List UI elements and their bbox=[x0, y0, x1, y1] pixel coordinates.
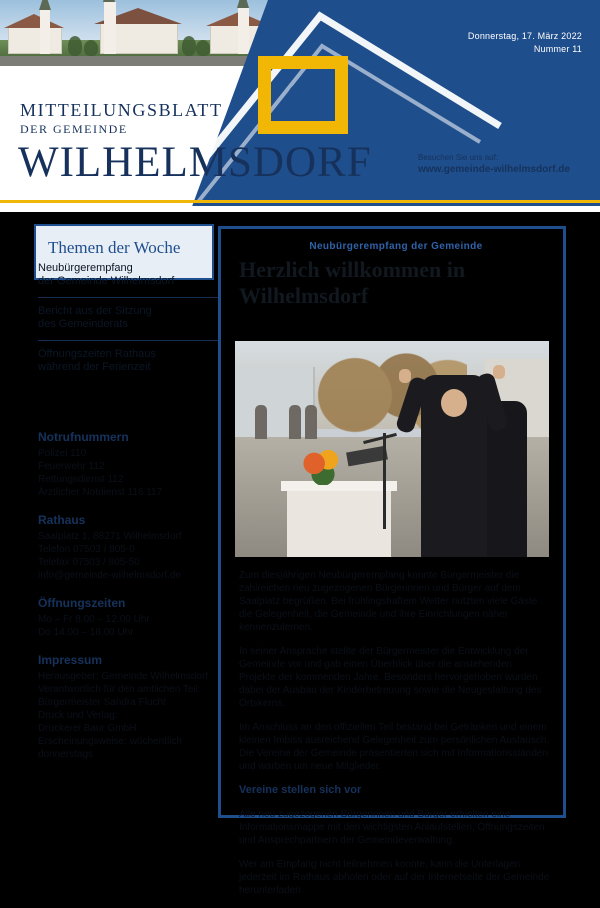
text-line: Saalplatz 1, 88271 Wilhelmsdorf bbox=[38, 531, 182, 542]
topic-line-2: während der Ferienzeit bbox=[38, 361, 151, 373]
text-line: Mo – Fr 8.00 – 12.00 Uhr bbox=[38, 614, 150, 625]
article-headline bbox=[239, 257, 551, 309]
church-spire-1 bbox=[39, 0, 51, 10]
article-photo bbox=[235, 341, 549, 557]
photo-bystander-2 bbox=[289, 405, 301, 439]
text-line[interactable]: info@gemeinde-wilhelmsdorf.de bbox=[38, 570, 181, 581]
topic-line-1: Neubürgerempfang bbox=[38, 262, 133, 274]
photo-speaker-head bbox=[441, 389, 467, 417]
section-heading-rathaus: Rathaus bbox=[38, 513, 86, 527]
topic-line-2: des Gemeinderats bbox=[38, 318, 128, 330]
article-paragraph: In seiner Ansprache stellte der Bürgermeister die Entwicklung der Gemeinde vor und gab einen Überblick über die anstehenden Projekte der kommenden Jahre. Besonders hervorgehoben wurden dabei der Ausbau der Kinderbetreuung sowie die Neugestaltung des Ortskerns. bbox=[239, 646, 542, 709]
masthead-line-2: DER GEMEINDE bbox=[20, 122, 128, 136]
text-line: Telefax 07503 / 805-50 bbox=[38, 557, 140, 568]
section-heading-notrufnummern: Notrufnummern bbox=[38, 430, 129, 444]
section-heading-oeffnungszeiten: Öffnungszeiten bbox=[38, 596, 126, 610]
article-paragraph: Im Anschluss an den offiziellen Teil bestand bei Getränken und einem kleinen Imbiss ausreichend Gelegenheit zum persönlichen Austausch. Die Vereine der Gemeinde präsentierten sich mit Informationsständen und warben um neue Mitglieder. bbox=[239, 722, 550, 772]
text-line: Polizei 110 bbox=[38, 448, 87, 459]
website-block bbox=[418, 152, 570, 176]
text-line: donnerstags bbox=[38, 749, 94, 760]
sidebar-sections bbox=[38, 430, 222, 775]
text-line: Ärztlicher Notdienst 116 117 bbox=[38, 487, 163, 498]
photo-speaker-hand-left bbox=[399, 369, 411, 383]
photo-table bbox=[287, 487, 391, 557]
list-item[interactable] bbox=[38, 262, 222, 288]
section-body-oeffnungszeiten bbox=[38, 613, 222, 639]
issue-info bbox=[468, 30, 582, 56]
photo-building-left bbox=[235, 367, 315, 439]
roof-1 bbox=[4, 14, 64, 28]
text-line: Do 14.00 – 18.00 Uhr bbox=[38, 627, 134, 638]
article-kicker: Neubürgerempfang der Gemeinde bbox=[309, 241, 483, 252]
main-article bbox=[218, 226, 566, 896]
section-body-notrufnummern bbox=[38, 447, 222, 499]
text-line: Druckerei Baur GmbH bbox=[38, 723, 137, 734]
church-spire-2 bbox=[103, 0, 115, 2]
photo-microphone-stand bbox=[383, 433, 386, 529]
topic-line-1: Bericht aus der Sitzung bbox=[38, 305, 152, 317]
article-paragraph: Alle neu zugezogenen Bürgerinnen und Bürger erhielten eine Informationsmappe mit den wichtigsten Anlaufstellen, Öffnungszeiten und Ansprechpartnern der Gemeindeverwaltung. bbox=[239, 809, 545, 846]
article-paragraph: Zum diesjährigen Neubürgerempfang konnte Bürgermeister die zahlreichen neu zugezogenen Bürgerinnen und Bürger auf dem Saalplatz begrüßen. Bei frühlingshaftem Wetter nutzten viele Gäste die Gelegenheit, die Gemeinde und ihre Einrichtungen näher kennenzulernen. bbox=[239, 570, 538, 633]
article-paragraph: Wer am Empfang nicht teilnehmen konnte, kann die Unterlagen jederzeit im Rathaus abholen oder auf der Internetseite der Gemeinde herunterladen. bbox=[239, 859, 550, 896]
text-line: Herausgeber: Gemeinde Wilhelmsdorf bbox=[38, 671, 209, 682]
themen-list bbox=[38, 262, 222, 383]
text-line: Druck und Verlag: bbox=[38, 710, 118, 721]
text-line: Rettungsdienst 112 bbox=[38, 474, 124, 485]
headline-line-1: Herzlich willkommen in bbox=[239, 257, 466, 282]
building-1 bbox=[8, 26, 62, 54]
text-line: Telefon 07503 / 805-0 bbox=[38, 544, 135, 555]
topic-separator bbox=[38, 297, 222, 298]
themen-der-woche-title: Themen der Woche bbox=[48, 238, 181, 257]
masthead-rule-yellow bbox=[0, 200, 600, 203]
church-tower-1 bbox=[40, 10, 50, 54]
website-url[interactable]: www.gemeinde-wilhelmsdorf.de bbox=[418, 164, 570, 175]
topic-line-1: Öffnungszeiten Rathaus bbox=[38, 348, 156, 360]
content-area bbox=[0, 212, 600, 896]
section-heading-impressum: Impressum bbox=[38, 653, 103, 667]
tree-2 bbox=[84, 40, 98, 56]
text-line: Feuerwehr 112 bbox=[38, 461, 105, 472]
section-body-impressum bbox=[38, 670, 222, 761]
article-subheading: Vereine stellen sich vor bbox=[239, 784, 362, 796]
visit-label: Besuchen Sie uns auf: bbox=[418, 153, 499, 162]
photo-bystander-1 bbox=[255, 405, 267, 439]
topic-line-2: der Gemeinde Wilhelmsdorf bbox=[38, 275, 175, 287]
text-line: Verantwortlich für den amtlichen Teil: bbox=[38, 684, 201, 695]
list-item[interactable] bbox=[38, 348, 222, 374]
issue-date: Donnerstag, 17. März 2022 bbox=[467, 31, 582, 41]
church-tower-2 bbox=[104, 2, 116, 54]
text-line: Erscheinungsweise: wöchentlich bbox=[38, 736, 182, 747]
tree-1 bbox=[68, 36, 82, 56]
photo-flower-bouquet bbox=[301, 449, 345, 485]
list-item[interactable] bbox=[38, 305, 222, 331]
text-line: Bürgermeister Sandra Flucht bbox=[38, 697, 166, 708]
photo-speaker-hand-right bbox=[493, 365, 505, 379]
headline-line-2: Wilhelmsdorf bbox=[239, 283, 369, 308]
masthead bbox=[0, 0, 600, 212]
section-body-rathaus bbox=[38, 530, 222, 582]
wilhelmsdorf-logo-dot bbox=[288, 83, 316, 108]
masthead-title: WILHELMSDORF bbox=[18, 139, 372, 186]
photo-bystander-3 bbox=[305, 405, 317, 439]
topic-separator bbox=[38, 340, 222, 341]
issue-number: Nummer 11 bbox=[533, 44, 582, 54]
masthead-line-1: MITTEILUNGSBLATT bbox=[20, 100, 223, 120]
article-body bbox=[239, 569, 551, 908]
